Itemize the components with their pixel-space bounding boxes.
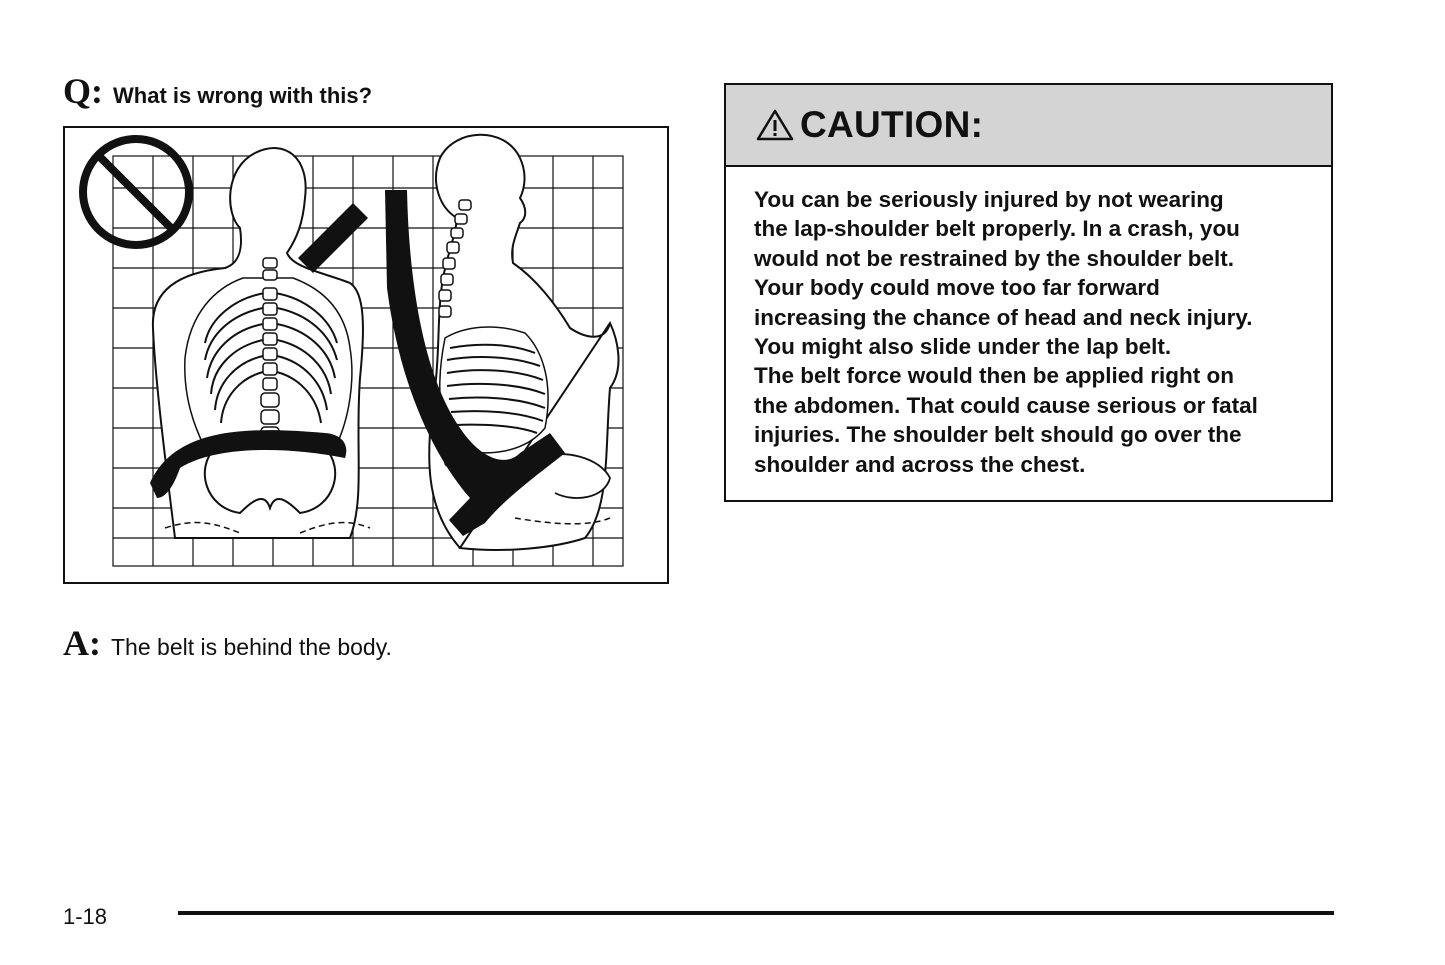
caution-title: CAUTION:	[800, 104, 984, 145]
answer-text: The belt is behind the body.	[111, 634, 392, 660]
footer-rule	[178, 911, 1334, 915]
caution-line: would not be restrained by the shoulder belt.	[754, 245, 1235, 271]
warning-triangle-icon	[756, 109, 794, 141]
caution-line: the lap-shoulder belt properly. In a crash, you	[754, 216, 1240, 242]
caution-header	[726, 85, 1331, 167]
belt-behind-body-diagram	[65, 128, 667, 582]
question-marker: Q:	[63, 71, 103, 111]
caution-line: Your body could move too far forward	[754, 275, 1160, 301]
caution-line: injuries. The shoulder belt should go over the	[754, 422, 1242, 448]
no-symbol-icon	[83, 139, 189, 245]
caution-line: increasing the chance of head and neck injury.	[754, 304, 1253, 330]
page-number: 1-18	[63, 904, 108, 929]
answer-line	[63, 622, 392, 664]
caution-line: the abdomen. That could cause serious or fatal	[754, 392, 1258, 418]
caution-body	[726, 167, 1331, 479]
belt-illustration	[63, 126, 669, 584]
side-view-figure	[385, 135, 619, 550]
question-text: What is wrong with this?	[113, 83, 373, 108]
caution-line: You might also slide under the lap belt.	[754, 334, 1172, 360]
caution-line: You can be seriously injured by not wearing	[754, 187, 1224, 212]
caution-line: shoulder and across the chest.	[754, 451, 1086, 477]
caution-line: The belt force would then be applied right on	[754, 363, 1235, 389]
caution-box	[724, 83, 1333, 502]
question-line	[63, 70, 372, 112]
answer-marker: A:	[63, 623, 101, 663]
